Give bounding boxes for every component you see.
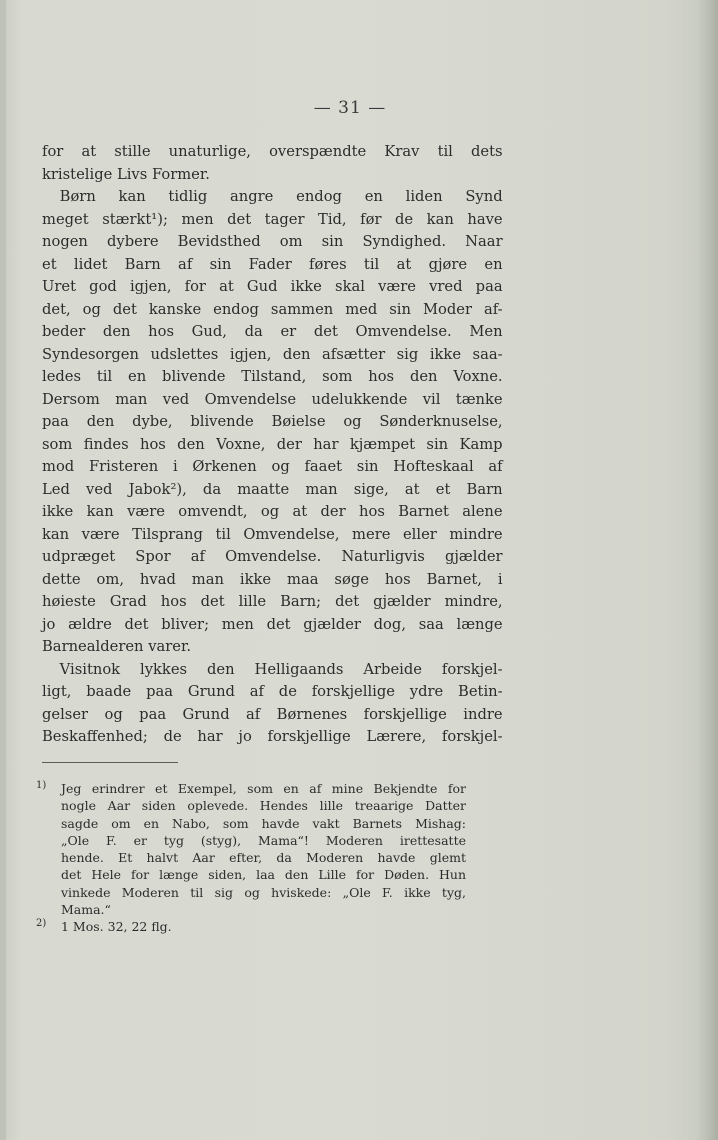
text-line: Syndesorgen udslettes igjen, den afsætter sig ikke saa- <box>42 344 503 363</box>
main-text <box>42 140 503 748</box>
text-line: beder den hos Gud, da er det Omvendelse. Men <box>42 322 503 340</box>
footnote-1 <box>36 780 466 918</box>
text-line: kan være Tilsprang til Omvendelse, mere eller mindre <box>42 524 503 543</box>
text-line: Dersom man ved Omvendelse udelukkende vil tænke <box>42 389 503 408</box>
footnote-line: hende. Et halvt Aar efter, da Moderen havde glemt <box>61 850 466 866</box>
text-line: dette om, hvad man ikke maa søge hos Barnet, i <box>42 569 503 588</box>
text-line: det, og det kanske endog sammen med sin Moder af- <box>42 299 503 318</box>
text-line: Barnealderen varer. <box>42 637 192 655</box>
page-left-edge <box>0 0 6 1140</box>
footnotes <box>36 780 466 936</box>
page-right-edge <box>698 0 718 1140</box>
footnote-2 <box>36 918 466 935</box>
text-line: Beskaffenhed; de har jo forskjellige Lærere, forskjel- <box>42 727 503 745</box>
text-line: høieste Grad hos det lille Barn; det gjælder mindre, <box>42 592 503 610</box>
footnote-line: det Hele for længe siden, laa den Lille for Døden. Hun <box>61 867 466 883</box>
page-number: — 31 — <box>313 98 387 118</box>
footnote-mark: 2) <box>36 918 47 930</box>
text-line: for at stille unaturlige, overspændte Krav til dets <box>42 142 503 160</box>
text-line: ligt, baade paa Grund af de forskjellige ydre Betin- <box>42 682 503 700</box>
footnote-line: Jeg erindrer et Exempel, som en af mine Bekjendte for <box>61 781 466 796</box>
text-line: nogen dybere Bevidsthed om sin Syndighed. Naar <box>42 232 503 250</box>
text-line: et lidet Barn af sin Fader føres til at gjøre en <box>42 254 503 273</box>
text-line: jo ældre det bliver; men det gjælder dog, saa længe <box>42 614 503 633</box>
footnote-divider <box>42 762 178 763</box>
text-line: Børn kan tidlig angre endog en liden Synd <box>59 187 503 205</box>
text-line: Uret god igjen, for at Gud ikke skal være vred paa <box>42 277 503 295</box>
text-line: Visitnok lykkes den Helligaands Arbeide forskjel- <box>59 659 503 678</box>
footnote-line: nogle Aar siden oplevede. Hendes lille treaarige Datter <box>61 798 466 814</box>
footnote-mark: 1) <box>36 780 47 791</box>
footnote-line: „Ole F. er tyg (styg), Mama“! Moderen irettesatte <box>61 832 466 848</box>
text-line: paa den dybe, blivende Bøielse og Sønderknuselse, <box>42 412 503 430</box>
text-line: ikke kan være omvendt, og at der hos Barnet alene <box>42 502 503 520</box>
text-line: kristelige Livs Former. <box>42 164 210 183</box>
text-line: ledes til en blivende Tilstand, som hos den Voxne. <box>42 367 503 385</box>
text-line: udpræget Spor af Omvendelse. Naturligvis gjælder <box>42 547 503 565</box>
text-line: Led ved Jabok²), da maatte man sige, at et Barn <box>42 479 503 498</box>
text-line: meget stærkt¹); men det tager Tid, før de kan have <box>42 209 503 228</box>
text-line: gelser og paa Grund af Børnenes forskjellige indre <box>42 704 503 723</box>
footnote-line: Mama.“ <box>61 902 111 918</box>
footnote-line: sagde om en Nabo, som havde vakt Barnets Mishag: <box>61 815 466 831</box>
text-line: som findes hos den Voxne, der har kjæmpet sin Kamp <box>42 434 503 453</box>
text-line: mod Fristeren i Ørkenen og faaet sin Hofteskaal af <box>42 457 503 475</box>
footnote-line: vinkede Moderen til sig og hviskede: „Ole F. ikke tyg, <box>61 884 466 900</box>
footnote-line: 1 Mos. 32, 22 flg. <box>61 919 172 935</box>
